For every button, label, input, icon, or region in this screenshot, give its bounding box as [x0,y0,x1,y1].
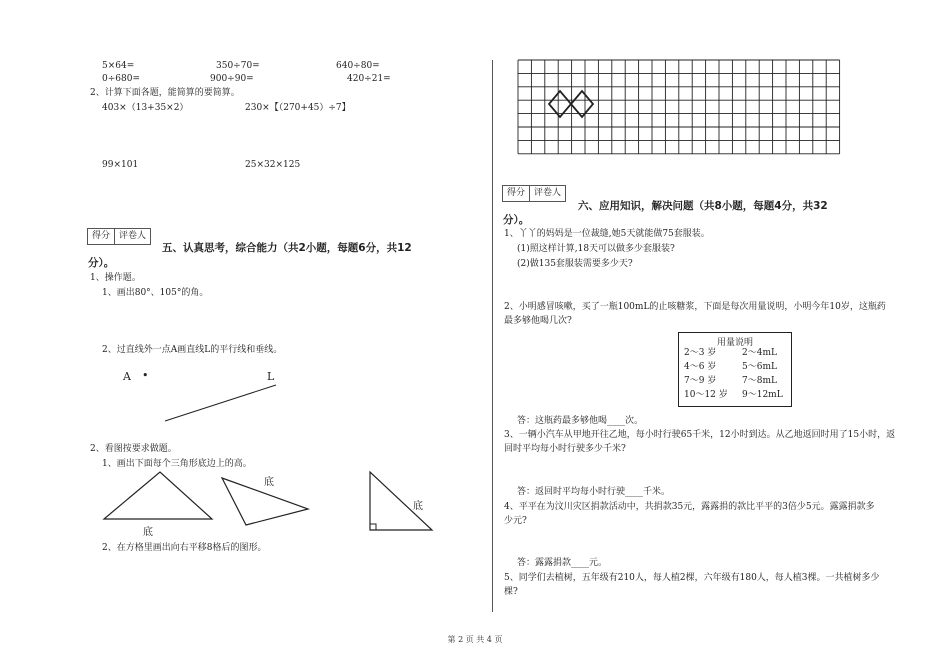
base-label-2: 底 [264,477,274,488]
q2b-2: 2、在方格里画出向右平移8格后的图形。 [102,543,267,553]
q2-expr-3: 99×101 [102,160,139,170]
problem-3-line2: 回时平均每小时行驶多少千米? [504,444,626,454]
dosage-age-4: 10～12 岁 [684,390,728,400]
dosage-age-1: 2～3 岁 [684,348,717,358]
score-label: 得分 [92,231,111,241]
q2-expr-2: 230×【（270+45）÷7】 [245,103,351,113]
calc-1-3: 640÷80= [336,61,380,71]
dosage-amount-4: 9～12mL [742,390,783,400]
dosage-age-2: 4～6 岁 [684,362,717,372]
problem-2-line2: 最多够他喝几次? [504,316,572,326]
grid-shape [549,91,571,117]
q1-2: 2、过直线外一点A画直线L的平行线和垂线。 [102,345,283,355]
point-a-label: A [123,370,131,383]
q2-expr-4: 25×32×125 [245,160,301,170]
calc-2-3: 420÷21= [347,74,391,84]
base-label-3: 底 [413,501,423,512]
dosage-title: 用量说明 [716,338,753,348]
problem-3-line1: 3、一辆小汽车从甲地开往乙地，每小时行驶65千米，12小时到达。从乙地返回时用了15小时，返 [504,430,896,440]
score-box-section6 [502,185,566,202]
section6-title-cont: 分）。 [503,214,530,226]
calc-1-2: 350÷70= [216,61,260,71]
dosage-table [678,332,792,407]
section5-title-cont: 分）。 [88,257,115,269]
problem-2-answer: 答：这瓶药最多够他喝____次。 [517,416,644,426]
grader-label: 评卷人 [529,186,565,201]
dosage-amount-1: 2～4mL [742,348,777,358]
problem-3-answer: 答：返回时平均每小时行驶____千米。 [517,487,671,497]
grader-label: 评卷人 [114,229,150,244]
dosage-amount-3: 7～8mL [742,376,777,386]
q2-title: 2、计算下面各题，能简算的要简算。 [90,88,240,98]
calc-2-2: 900÷90= [210,74,254,84]
q2-expr-1: 403×（13+35×2） [102,103,189,113]
dosage-age-3: 7～9 岁 [684,376,717,386]
point-a-dot: • [142,369,149,382]
problem-4-line2: 少元? [504,516,527,526]
problem-4-line1: 4、平平在为汶川灾区捐款活动中，共捐款35元，露露捐的款比平平的3倍少5元。露露捐款多 [504,502,875,512]
score-label: 得分 [507,188,526,198]
section5-title: 五、认真思考，综合能力（共2小题，每题6分，共12 [162,242,412,254]
calc-1-1: 5×64= [102,61,135,71]
section6-title: 六、应用知识，解决问题（共8小题，每题4分，共32 [578,200,828,212]
q1-1: 1、画出80°、105°的角。 [102,288,209,298]
problem-1: 1、丫丫的妈妈是一位裁缝,她5天就能做75套服装。 [504,229,710,239]
problem-1-b: (2)做135套服装需要多少天? [517,259,633,269]
problem-1-a: (1)照这样计算,18天可以做多少套服装? [517,244,675,254]
grid-shape-2 [571,91,593,117]
problem-4-answer: 答：露露捐款____元。 [517,558,608,568]
problem-2-line1: 2、小明感冒咳嗽，买了一瓶100mL的止咳糖浆，下面是每次用量说明，小明今年10岁，这瓶药 [504,302,886,312]
q2b-title: 2、看图按要求做题。 [90,444,177,454]
page-footer: 第 2 页 共 4 页 [447,635,503,644]
base-label-1: 底 [143,527,153,538]
problem-5-line2: 棵? [504,587,518,597]
q1-title: 1、操作题。 [90,273,141,283]
problem-5-line1: 5、同学们去植树，五年级有210人，每人植2棵，六年级有180人，每人植3棵。一共植树多少 [504,573,880,583]
line-l-label: L [267,370,275,383]
calc-2-1: 0÷680= [102,74,140,84]
q2b-1: 1、画出下面每个三角形底边上的高。 [102,459,252,469]
dosage-amount-2: 5～6mL [742,362,777,372]
